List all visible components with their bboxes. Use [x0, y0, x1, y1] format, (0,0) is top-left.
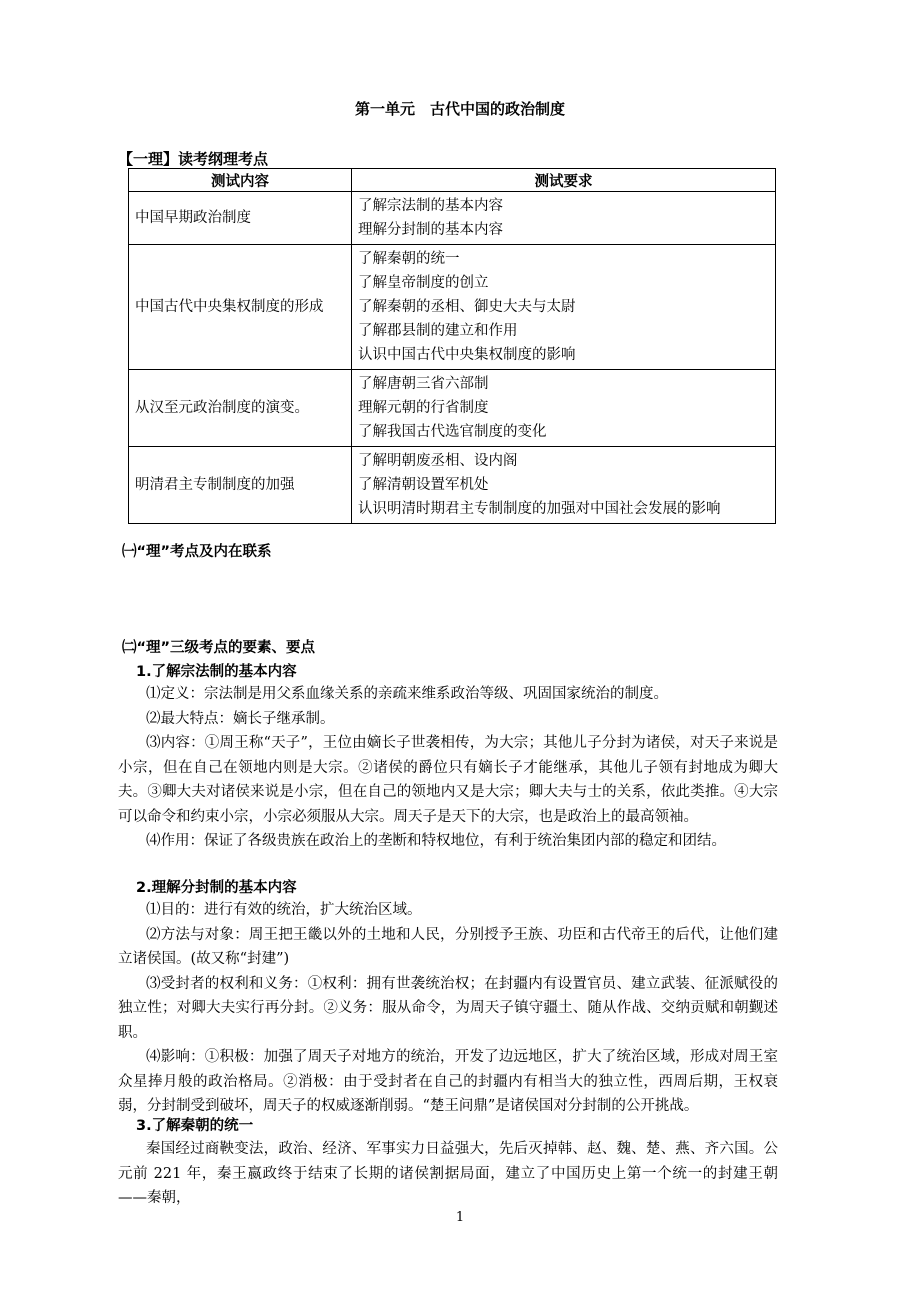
point-2-title: 2.理解分封制的基本内容	[136, 880, 297, 896]
row-content: 明清君主专制制度的加强	[129, 447, 352, 524]
requirement-item: 了解皇帝制度的创立	[358, 275, 489, 291]
point-1-body	[118, 682, 778, 854]
header-content: 测试内容	[129, 169, 352, 192]
requirement-item: 了解我国古代选官制度的变化	[358, 424, 547, 440]
paragraph: ⑴目的：进行有效的统治，扩大统治区域。	[146, 902, 422, 918]
table-row	[129, 245, 776, 370]
paragraph: ⑷影响：①积极：加强了周天子对地方的统治，开发了边远地区，扩大了统治区域，形成对周王室众星捧月般的政治格局。②消极：由于受封者在自己的封疆内有相当大的独立性，西周后期，王权衰弱，分封制受到破坏，周天子的权威逐渐削弱。“楚王问鼎”是诸侯国对分封制的公开挑战。	[118, 1049, 778, 1114]
requirement-item: 了解郡县制的建立和作用	[358, 323, 518, 339]
row-content: 中国早期政治制度	[129, 192, 352, 245]
requirement-item: 理解元朝的行省制度	[358, 400, 489, 416]
paragraph: ⑶内容：①周王称“天子”，王位由嫡长子世袭相传，为大宗；其他儿子分封为诸侯，对天子来说是小宗，但在自己在领地内则是大宗。②诸侯的爵位只有嫡长子才能继承，其他儿子领有封地成为卿大夫。③卿大夫对诸侯来说是小宗，但在自己的领地内又是大宗；卿大夫与士的关系，依此类推。④大宗可以命令和约束小宗，小宗必须服从大宗。周天子是天下的大宗，也是政治上的最高领袖。	[118, 735, 778, 825]
table-row	[129, 192, 776, 245]
requirement-item: 理解分封制的基本内容	[358, 222, 503, 238]
requirement-item: 认识明清时期君主专制制度的加强对中国社会发展的影响	[358, 501, 721, 517]
table-header-row	[129, 169, 776, 192]
paragraph: 秦国经过商鞅变法，政治、经济、军事实力日益强大，先后灭掉韩、赵、魏、楚、燕、齐六国。公元前 221 年，秦王嬴政终于结束了长期的诸侯割据局面，建立了中国历史上第一个统一的封建王朝——秦朝，	[118, 1141, 778, 1206]
requirement-item: 了解秦朝的丞相、御史大夫与太尉	[358, 299, 576, 315]
syllabus-table	[128, 168, 776, 524]
row-requirements	[352, 370, 776, 447]
requirement-item: 了解唐朝三省六部制	[358, 376, 489, 392]
paragraph: ⑵最大特点：嫡长子继承制。	[146, 710, 335, 727]
page-number: 1	[455, 1210, 465, 1225]
section-heading: 【一理】读考纲理考点	[118, 150, 269, 168]
row-requirements	[352, 192, 776, 245]
row-content: 中国古代中央集权制度的形成	[129, 245, 352, 370]
table-row	[129, 447, 776, 524]
subsection-heading-1: ㈠“理”考点及内在联系	[122, 544, 272, 560]
header-requirement: 测试要求	[352, 169, 776, 192]
row-requirements	[352, 245, 776, 370]
subsection-heading-2: ㈡“理”三级考点的要素、要点	[122, 640, 316, 656]
point-1-title: 1.了解宗法制的基本内容	[136, 664, 297, 680]
page-title: 第一单元 古代中国的政治制度	[354, 100, 565, 118]
point-3-title: 3.了解秦朝的统一	[136, 1118, 254, 1134]
row-content: 从汉至元政治制度的演变。	[129, 370, 352, 447]
paragraph: ⑵方法与对象：周王把王畿以外的土地和人民，分别授予王族、功臣和古代帝王的后代，让他们建立诸侯国。(故又称“封建”)	[118, 926, 778, 967]
requirement-item: 认识中国古代中央集权制度的影响	[358, 347, 576, 363]
point-3-body	[118, 1137, 778, 1211]
requirement-item: 了解清朝设置军机处	[358, 477, 489, 493]
paragraph: ⑷作用：保证了各级贵族在政治上的垄断和特权地位，有利于统治集团内部的稳定和团结。	[146, 833, 726, 849]
paragraph: ⑴定义：宗法制是用父系血缘关系的亲疏来维系政治等级、巩固国家统治的制度。	[146, 686, 668, 702]
requirement-item: 了解宗法制的基本内容	[358, 198, 503, 214]
paragraph: ⑶受封者的权利和义务：①权利：拥有世袭统治权；在封疆内有设置官员、建立武装、征派赋役的独立性；对卿大夫实行再分封。②义务：服从命令，为周天子镇守疆土、随从作战、交纳贡赋和朝觐述职。	[118, 975, 778, 1041]
point-2-body	[118, 898, 778, 1119]
row-requirements	[352, 447, 776, 524]
table-row	[129, 370, 776, 447]
requirement-item: 了解秦朝的统一	[358, 251, 460, 267]
requirement-item: 了解明朝废丞相、设内阁	[358, 453, 518, 469]
